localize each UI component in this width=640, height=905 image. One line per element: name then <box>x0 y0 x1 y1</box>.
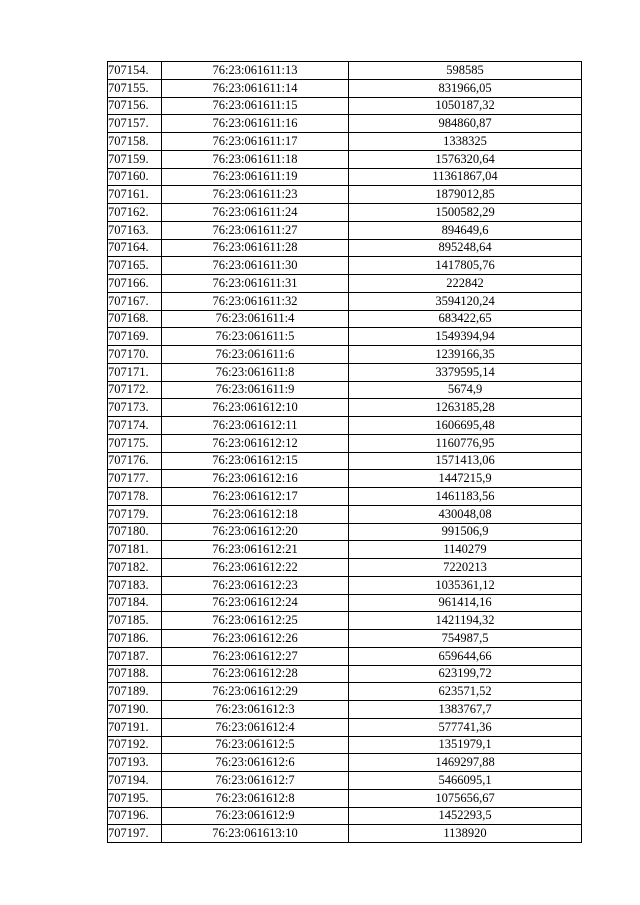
table-row <box>108 115 582 133</box>
cadastral-number-cell: 76:23:061612:18 <box>162 505 349 523</box>
cadastral-number-cell: 76:23:061611:4 <box>162 310 349 328</box>
cadastral-value-cell: 1351979,1 <box>349 736 582 754</box>
table-row <box>108 825 582 843</box>
cadastral-number-cell: 76:23:061611:28 <box>162 239 349 257</box>
row-number-cell: 707154. <box>108 62 162 80</box>
row-number-cell: 707159. <box>108 150 162 168</box>
cadastral-value-cell: 1469297,88 <box>349 754 582 772</box>
cadastral-value-cell: 1160776,95 <box>349 434 582 452</box>
cadastral-number-cell: 76:23:061612:4 <box>162 718 349 736</box>
row-number-cell: 707197. <box>108 825 162 843</box>
cadastral-number-cell: 76:23:061612:10 <box>162 399 349 417</box>
row-number-cell: 707190. <box>108 701 162 719</box>
cadastral-number-cell: 76:23:061611:16 <box>162 115 349 133</box>
table-row <box>108 186 582 204</box>
table-row <box>108 665 582 683</box>
cadastral-number-cell: 76:23:061612:17 <box>162 488 349 506</box>
row-number-cell: 707168. <box>108 310 162 328</box>
table-row <box>108 434 582 452</box>
cadastral-number-cell: 76:23:061611:24 <box>162 204 349 222</box>
table-row <box>108 488 582 506</box>
cadastral-number-cell: 76:23:061612:3 <box>162 701 349 719</box>
table-row <box>108 470 582 488</box>
cadastral-number-cell: 76:23:061611:30 <box>162 257 349 275</box>
cadastral-number-cell: 76:23:061612:21 <box>162 541 349 559</box>
row-number-cell: 707162. <box>108 204 162 222</box>
cadastral-value-cell: 1338325 <box>349 133 582 151</box>
cadastral-value-cell: 11361867,04 <box>349 168 582 186</box>
cadastral-number-cell: 76:23:061612:22 <box>162 559 349 577</box>
row-number-cell: 707161. <box>108 186 162 204</box>
table-row <box>108 736 582 754</box>
table-row <box>108 133 582 151</box>
row-number-cell: 707183. <box>108 576 162 594</box>
cadastral-number-cell: 76:23:061612:15 <box>162 452 349 470</box>
row-number-cell: 707181. <box>108 541 162 559</box>
row-number-cell: 707155. <box>108 79 162 97</box>
row-number-cell: 707172. <box>108 381 162 399</box>
cadastral-value-cell: 7220213 <box>349 559 582 577</box>
cadastral-value-cell: 3379595,14 <box>349 363 582 381</box>
table-row <box>108 328 582 346</box>
cadastral-value-cell: 5466095,1 <box>349 772 582 790</box>
cadastral-number-cell: 76:23:061612:7 <box>162 772 349 790</box>
cadastral-value-cell: 1035361,12 <box>349 576 582 594</box>
table-row <box>108 97 582 115</box>
cadastral-value-cell: 1075656,67 <box>349 789 582 807</box>
table-row <box>108 701 582 719</box>
row-number-cell: 707165. <box>108 257 162 275</box>
row-number-cell: 707163. <box>108 221 162 239</box>
row-number-cell: 707178. <box>108 488 162 506</box>
cadastral-number-cell: 76:23:061611:5 <box>162 328 349 346</box>
cadastral-number-cell: 76:23:061612:29 <box>162 683 349 701</box>
cadastral-number-cell: 76:23:061612:11 <box>162 417 349 435</box>
cadastral-value-cell: 222842 <box>349 275 582 293</box>
cadastral-value-cell: 894649,6 <box>349 221 582 239</box>
table-row <box>108 417 582 435</box>
table-row <box>108 79 582 97</box>
row-number-cell: 707156. <box>108 97 162 115</box>
table-row <box>108 807 582 825</box>
cadastral-number-cell: 76:23:061611:18 <box>162 150 349 168</box>
row-number-cell: 707158. <box>108 133 162 151</box>
table-row <box>108 523 582 541</box>
cadastral-value-cell: 1452293,5 <box>349 807 582 825</box>
row-number-cell: 707193. <box>108 754 162 772</box>
row-number-cell: 707173. <box>108 399 162 417</box>
cadastral-value-cell: 754987,5 <box>349 630 582 648</box>
table-row <box>108 168 582 186</box>
cadastral-number-cell: 76:23:061611:6 <box>162 346 349 364</box>
cadastral-number-cell: 76:23:061612:23 <box>162 576 349 594</box>
row-number-cell: 707196. <box>108 807 162 825</box>
cadastral-number-cell: 76:23:061611:17 <box>162 133 349 151</box>
cadastral-value-cell: 961414,16 <box>349 594 582 612</box>
cadastral-value-cell: 1383767,7 <box>349 701 582 719</box>
cadastral-number-cell: 76:23:061612:27 <box>162 647 349 665</box>
cadastral-value-cell: 895248,64 <box>349 239 582 257</box>
cadastral-number-cell: 76:23:061612:6 <box>162 754 349 772</box>
cadastral-value-table <box>107 61 582 843</box>
cadastral-number-cell: 76:23:061612:25 <box>162 612 349 630</box>
cadastral-number-cell: 76:23:061611:32 <box>162 292 349 310</box>
table-body <box>108 62 582 843</box>
table-row <box>108 647 582 665</box>
table-row <box>108 204 582 222</box>
row-number-cell: 707157. <box>108 115 162 133</box>
row-number-cell: 707176. <box>108 452 162 470</box>
table-row <box>108 505 582 523</box>
table-row <box>108 257 582 275</box>
row-number-cell: 707182. <box>108 559 162 577</box>
cadastral-value-cell: 1138920 <box>349 825 582 843</box>
row-number-cell: 707164. <box>108 239 162 257</box>
cadastral-value-cell: 1050187,32 <box>349 97 582 115</box>
cadastral-number-cell: 76:23:061612:16 <box>162 470 349 488</box>
cadastral-value-cell: 1571413,06 <box>349 452 582 470</box>
cadastral-value-cell: 598585 <box>349 62 582 80</box>
cadastral-number-cell: 76:23:061611:31 <box>162 275 349 293</box>
cadastral-number-cell: 76:23:061612:5 <box>162 736 349 754</box>
row-number-cell: 707160. <box>108 168 162 186</box>
table-row <box>108 399 582 417</box>
cadastral-value-cell: 1263185,28 <box>349 399 582 417</box>
cadastral-value-cell: 991506,9 <box>349 523 582 541</box>
row-number-cell: 707184. <box>108 594 162 612</box>
table-row <box>108 381 582 399</box>
table-row <box>108 754 582 772</box>
row-number-cell: 707195. <box>108 789 162 807</box>
table-row <box>108 62 582 80</box>
cadastral-number-cell: 76:23:061611:8 <box>162 363 349 381</box>
cadastral-number-cell: 76:23:061611:19 <box>162 168 349 186</box>
row-number-cell: 707186. <box>108 630 162 648</box>
cadastral-value-cell: 984860,87 <box>349 115 582 133</box>
cadastral-value-cell: 577741,36 <box>349 718 582 736</box>
cadastral-value-cell: 659644,66 <box>349 647 582 665</box>
table-row <box>108 346 582 364</box>
cadastral-number-cell: 76:23:061612:9 <box>162 807 349 825</box>
cadastral-value-cell: 1461183,56 <box>349 488 582 506</box>
row-number-cell: 707189. <box>108 683 162 701</box>
cadastral-number-cell: 76:23:061612:26 <box>162 630 349 648</box>
table-row <box>108 150 582 168</box>
cadastral-value-cell: 623571,52 <box>349 683 582 701</box>
table-row <box>108 683 582 701</box>
row-number-cell: 707167. <box>108 292 162 310</box>
cadastral-number-cell: 76:23:061612:20 <box>162 523 349 541</box>
row-number-cell: 707169. <box>108 328 162 346</box>
cadastral-number-cell: 76:23:061611:23 <box>162 186 349 204</box>
row-number-cell: 707175. <box>108 434 162 452</box>
table-row <box>108 363 582 381</box>
cadastral-value-cell: 3594120,24 <box>349 292 582 310</box>
row-number-cell: 707180. <box>108 523 162 541</box>
cadastral-value-cell: 1421194,32 <box>349 612 582 630</box>
cadastral-number-cell: 76:23:061611:13 <box>162 62 349 80</box>
cadastral-value-cell: 1549394,94 <box>349 328 582 346</box>
cadastral-value-cell: 5674,9 <box>349 381 582 399</box>
cadastral-value-cell: 831966,05 <box>349 79 582 97</box>
cadastral-value-cell: 1140279 <box>349 541 582 559</box>
table-row <box>108 594 582 612</box>
table-row <box>108 630 582 648</box>
cadastral-number-cell: 76:23:061613:10 <box>162 825 349 843</box>
table-row <box>108 789 582 807</box>
table-row <box>108 452 582 470</box>
table-row <box>108 559 582 577</box>
row-number-cell: 707192. <box>108 736 162 754</box>
table-row <box>108 576 582 594</box>
table-row <box>108 612 582 630</box>
row-number-cell: 707194. <box>108 772 162 790</box>
cadastral-value-cell: 1447215,9 <box>349 470 582 488</box>
table-row <box>108 718 582 736</box>
cadastral-number-cell: 76:23:061612:8 <box>162 789 349 807</box>
row-number-cell: 707185. <box>108 612 162 630</box>
cadastral-number-cell: 76:23:061612:12 <box>162 434 349 452</box>
cadastral-number-cell: 76:23:061612:28 <box>162 665 349 683</box>
cadastral-value-cell: 430048,08 <box>349 505 582 523</box>
cadastral-number-cell: 76:23:061611:14 <box>162 79 349 97</box>
row-number-cell: 707179. <box>108 505 162 523</box>
cadastral-number-cell: 76:23:061611:15 <box>162 97 349 115</box>
table-row <box>108 239 582 257</box>
row-number-cell: 707170. <box>108 346 162 364</box>
cadastral-value-cell: 1417805,76 <box>349 257 582 275</box>
row-number-cell: 707177. <box>108 470 162 488</box>
cadastral-value-cell: 1606695,48 <box>349 417 582 435</box>
cadastral-value-cell: 683422,65 <box>349 310 582 328</box>
row-number-cell: 707187. <box>108 647 162 665</box>
table-row <box>108 292 582 310</box>
cadastral-value-cell: 623199,72 <box>349 665 582 683</box>
cadastral-value-cell: 1879012,85 <box>349 186 582 204</box>
cadastral-number-cell: 76:23:061612:24 <box>162 594 349 612</box>
cadastral-value-cell: 1576320,64 <box>349 150 582 168</box>
table-row <box>108 275 582 293</box>
row-number-cell: 707166. <box>108 275 162 293</box>
table-row <box>108 310 582 328</box>
row-number-cell: 707171. <box>108 363 162 381</box>
cadastral-value-cell: 1500582,29 <box>349 204 582 222</box>
cadastral-value-cell: 1239166,35 <box>349 346 582 364</box>
row-number-cell: 707191. <box>108 718 162 736</box>
cadastral-number-cell: 76:23:061611:27 <box>162 221 349 239</box>
table-row <box>108 541 582 559</box>
table-row <box>108 772 582 790</box>
table-row <box>108 221 582 239</box>
cadastral-number-cell: 76:23:061611:9 <box>162 381 349 399</box>
row-number-cell: 707188. <box>108 665 162 683</box>
row-number-cell: 707174. <box>108 417 162 435</box>
